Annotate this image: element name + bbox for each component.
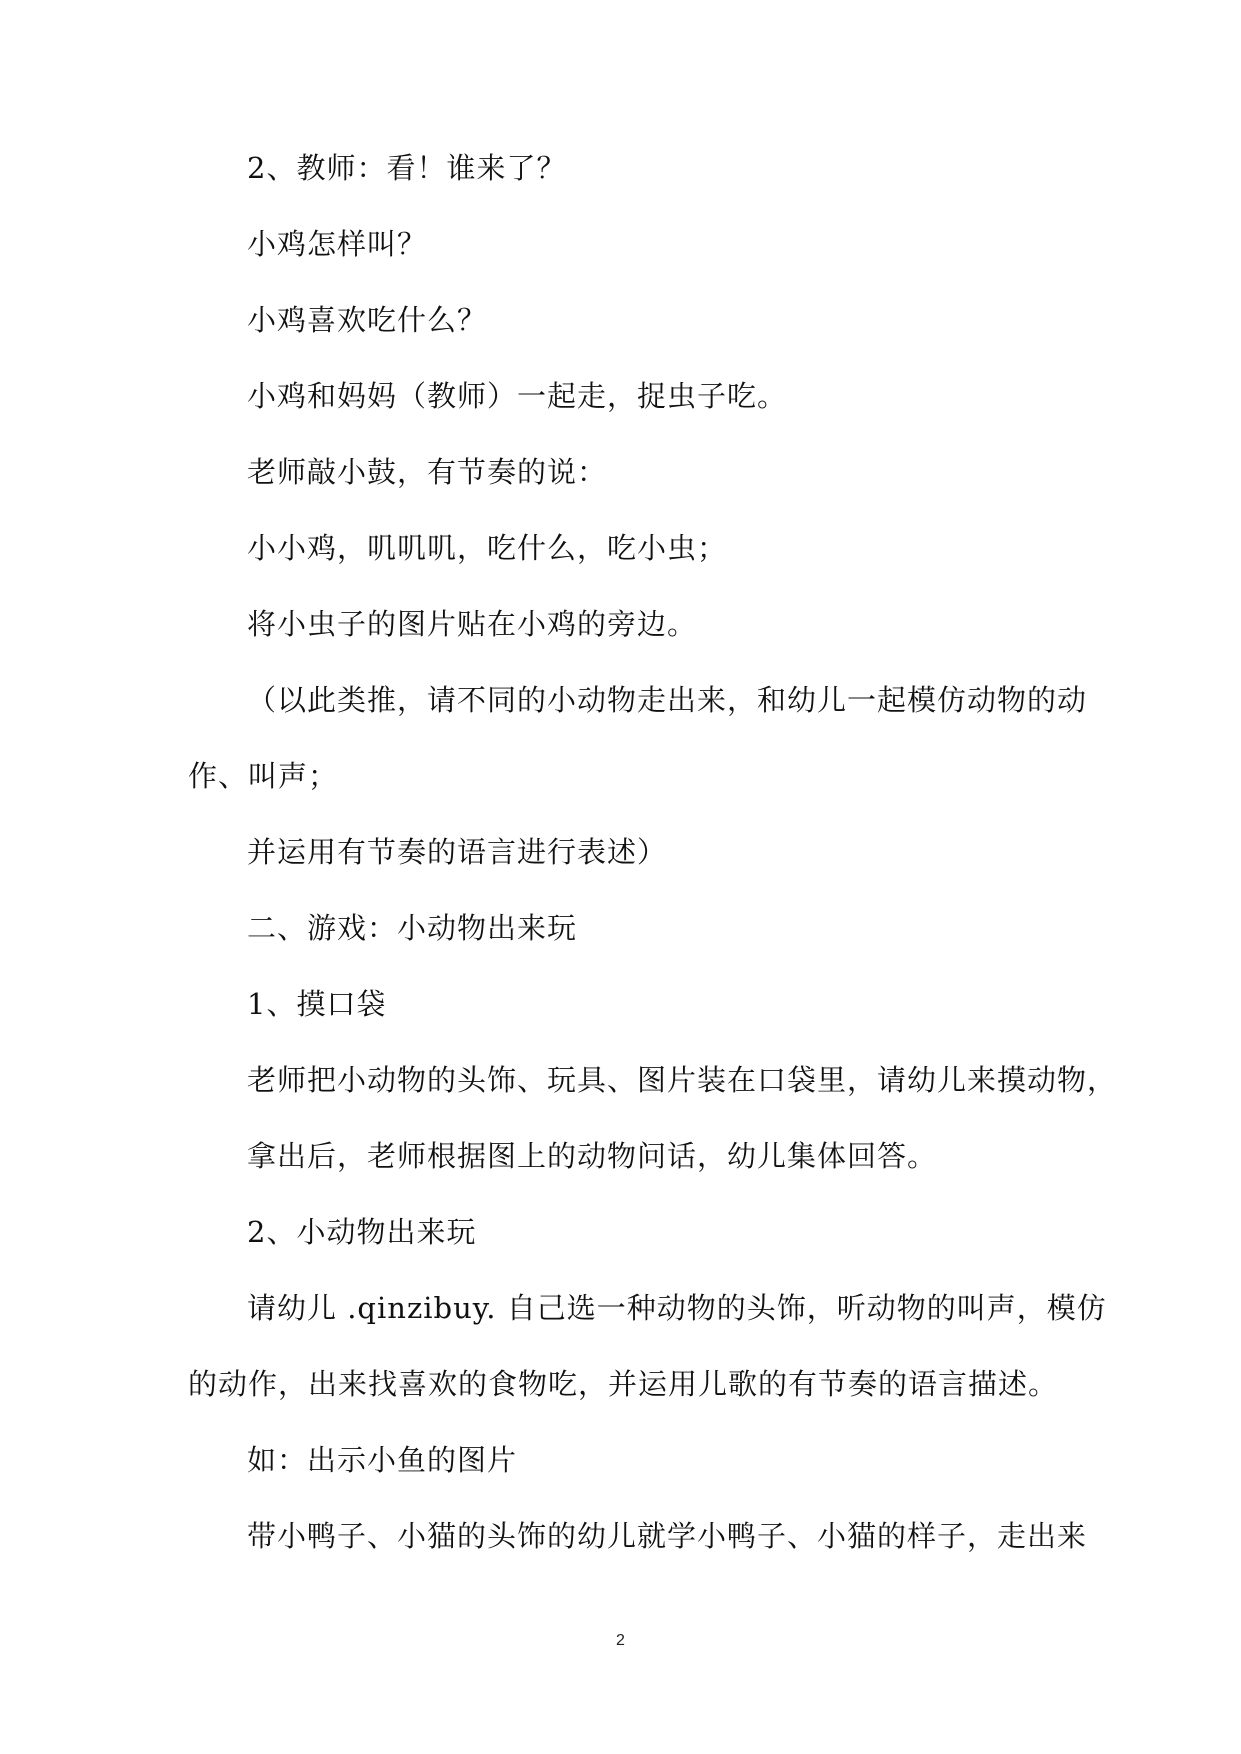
text-line-9: 作、叫声；: [188, 759, 339, 793]
text-line-8: （以此类推，请不同的小动物走出来，和幼儿一起模仿动物的动: [247, 683, 1088, 717]
section-heading: 二、游戏：小动物出来玩: [247, 911, 578, 945]
text-line-2: 小鸡怎样叫？: [247, 227, 428, 261]
text-line-3: 小鸡喜欢吃什么？: [247, 303, 488, 337]
text-line-10: 并运用有节奏的语言进行表述）: [247, 835, 668, 869]
text-line-5: 老师敲小鼓，有节奏的说：: [247, 455, 608, 489]
text-line-12: 1、摸口袋: [247, 987, 387, 1021]
text-line-16: 请幼儿 .qinzibuy. 自己选一种动物的头饰，听动物的叫声，模仿: [247, 1291, 1107, 1325]
text-line-1: 2、教师：看！谁来了？: [247, 151, 567, 185]
text-line-18: 如：出示小鱼的图片: [247, 1443, 518, 1477]
text-line-4: 小鸡和妈妈（教师）一起走，捉虫子吃。: [247, 379, 788, 413]
text-line-13: 老师把小动物的头饰、玩具、图片装在口袋里，请幼儿来摸动物，: [247, 1063, 1118, 1097]
text-line-19: 带小鸭子、小猫的头饰的幼儿就学小鸭子、小猫的样子，走出来: [247, 1519, 1088, 1553]
text-line-6: 小小鸡，叽叽叽，吃什么，吃小虫；: [247, 531, 728, 565]
text-line-14: 拿出后，老师根据图上的动物问话，幼儿集体回答。: [247, 1139, 938, 1173]
text-line-15: 2、小动物出来玩: [247, 1215, 477, 1249]
text-line-7: 将小虫子的图片贴在小鸡的旁边。: [247, 607, 698, 641]
text-line-17: 的动作，出来找喜欢的食物吃，并运用儿歌的有节奏的语言描述。: [188, 1367, 1059, 1401]
page-number: 2: [616, 1632, 625, 1649]
